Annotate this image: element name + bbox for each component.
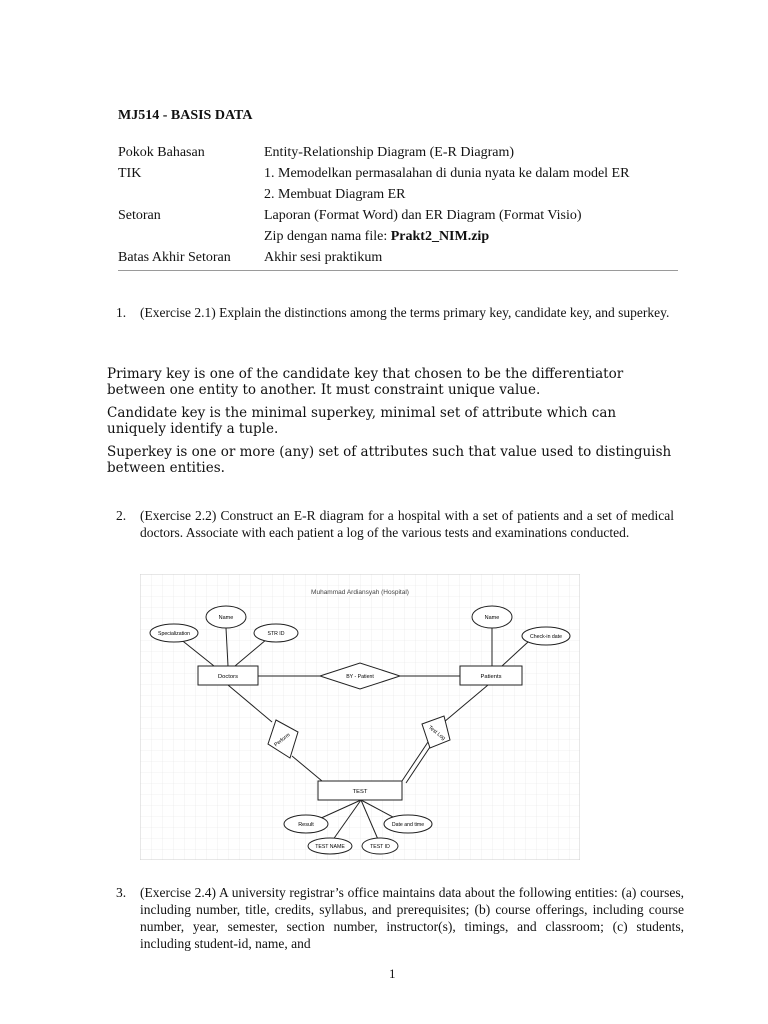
question-number: 2. <box>116 508 127 523</box>
meta-value: Akhir sesi praktikum <box>264 250 383 265</box>
meta-value: Entity-Relationship Diagram (E-R Diagram) <box>264 145 514 160</box>
attr-str-id <box>254 624 298 642</box>
svg-text:Date and time: Date and time <box>391 822 425 828</box>
svg-text:Patients: Patients <box>480 674 502 680</box>
meta-row <box>114 205 633 226</box>
meta-value <box>260 226 633 247</box>
meta-row <box>114 142 633 163</box>
answer-paragraph: Primary key is one of the candidate key that chosen to be the differentiator between one entity to another. It must constraint unique value. <box>107 366 624 398</box>
question-text: (Exercise 2.2) Construct an E-R diagram for a hospital with a set of patients and a set of medical doctors. Associate with each patient a log of the various tests and examinations conducted. <box>140 508 674 540</box>
meta-key: Pokok Bahasan <box>118 145 205 160</box>
meta-value: Laporan (Format Word) dan ER Diagram (Format Visio) <box>264 208 582 223</box>
question-3 <box>116 884 684 952</box>
meta-key <box>114 226 260 247</box>
svg-text:Check-in date: Check-in date <box>529 634 563 640</box>
svg-text:Perform: Perform <box>273 732 292 749</box>
question-number: 3. <box>116 885 127 900</box>
meta-value: 2. Membuat Diagram ER <box>264 187 406 202</box>
meta-value: 1. Memodelkan permasalahan di dunia nyata ke dalam model ER <box>264 166 630 181</box>
entity-doctors <box>198 666 258 685</box>
svg-text:Name: Name <box>484 615 500 621</box>
meta-row <box>114 184 633 205</box>
svg-text:STR ID: STR ID <box>267 631 285 637</box>
er-diagram <box>140 574 580 860</box>
question-text: (Exercise 2.1) Explain the distinctions among the terms primary key, candidate key, and superkey. <box>140 305 670 320</box>
er-diagram-canvas <box>140 574 580 860</box>
svg-text:TEST NAME: TEST NAME <box>315 844 345 850</box>
meta-key: Batas Akhir Setoran <box>118 250 231 265</box>
meta-row <box>114 163 633 184</box>
attr-patient-name <box>472 606 512 628</box>
zip-filename: Prakt2_NIM.zip <box>390 229 490 244</box>
attr-date-time <box>384 815 432 833</box>
attr-doctor-name <box>206 606 246 628</box>
meta-value-text: Zip dengan nama file: <box>264 229 391 244</box>
attr-test-id <box>362 838 398 854</box>
assignment-info-table <box>114 142 633 268</box>
diagram-caption: Muhammad Ardiansyah (Hospital) <box>311 589 409 596</box>
meta-key: Setoran <box>118 208 161 223</box>
svg-text:BY - Patient: BY - Patient <box>346 674 374 680</box>
attr-specialization <box>150 624 198 642</box>
attr-test-name <box>308 838 352 854</box>
svg-text:Doctors: Doctors <box>218 674 238 680</box>
meta-key <box>114 184 260 205</box>
svg-text:Test Log: Test Log <box>427 724 447 742</box>
question-2 <box>116 507 674 541</box>
svg-text:TEST ID: TEST ID <box>370 844 390 850</box>
question-number: 1. <box>116 305 127 320</box>
attr-result <box>284 815 328 833</box>
question-1 <box>116 304 674 321</box>
entity-test <box>318 781 402 800</box>
answer-paragraph: Candidate key is the minimal superkey, minimal set of attribute which can uniquely identify a tuple. <box>107 405 617 437</box>
meta-row <box>114 226 633 247</box>
answer-paragraph: Superkey is one or more (any) set of attributes such that value used to distinguish between entities. <box>107 444 672 476</box>
attr-checkin-date <box>522 627 570 645</box>
meta-row <box>114 247 633 268</box>
svg-text:Result: Result <box>298 822 314 828</box>
page-number: 1 <box>389 966 396 981</box>
question-text: (Exercise 2.4) A university registrar’s office maintains data about the following entities: (a) courses, including number, title, credits, syllabus, and prerequisites; (b) course offerings, including course number, year, semester, section number, instructor(s), timings, and classroom; (c) students, including student-id, name, and <box>140 885 684 951</box>
entity-patients <box>460 666 522 685</box>
svg-text:Specialization: Specialization <box>157 631 191 637</box>
meta-key: TIK <box>118 166 142 181</box>
svg-text:Name: Name <box>218 615 234 621</box>
divider <box>118 270 678 271</box>
svg-text:TEST: TEST <box>352 789 368 795</box>
document-title: MJ514 - BASIS DATA <box>118 108 253 123</box>
